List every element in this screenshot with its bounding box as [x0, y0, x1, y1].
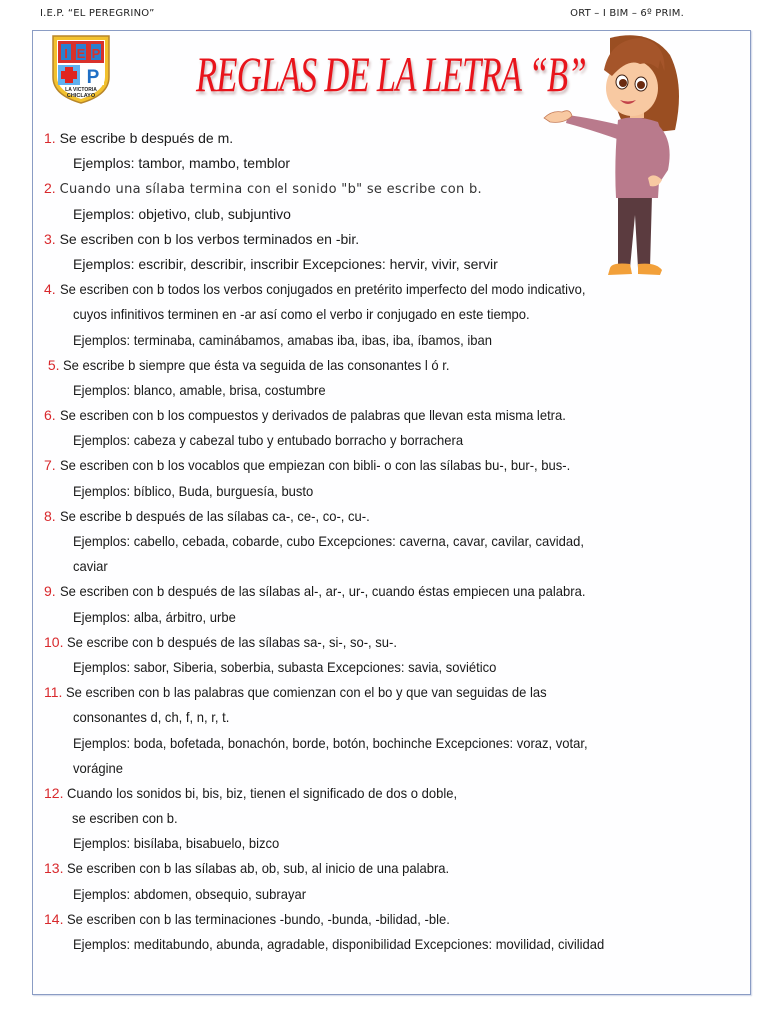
rule-text: Se escribe b después de las sílabas ca-, ce-, co-, cu-. — [59, 507, 370, 524]
svg-text:P: P — [86, 67, 100, 88]
rule-text: Cuando los sonidos bi, bis, biz, tienen el significado de dos o doble, — [67, 784, 458, 801]
rule-examples-continued: vorágine — [73, 759, 123, 776]
svg-text:E: E — [76, 46, 86, 61]
rule-examples: Ejemplos: blanco, amable, brisa, costumbre — [73, 381, 326, 398]
rule-examples: Ejemplos: bisílaba, bisabuelo, bizco — [73, 835, 280, 852]
rule-text: Se escribe b después de m. — [59, 130, 234, 146]
rule-examples: Ejemplos: bíblico, Buda, burguesía, busto — [73, 482, 314, 499]
rule-examples: Ejemplos: tambor, mambo, temblor — [73, 155, 291, 172]
rule-text: Cuando una sílaba termina con el sonido "b" se escribe con b. — [59, 182, 482, 198]
page-header — [0, 8, 768, 22]
rule-item — [44, 403, 744, 453]
rule-text: Se escriben con b los compuestos y derivados de palabras que llevan esta misma letra. — [59, 407, 566, 424]
rule-number: 13. — [44, 860, 64, 877]
rule-number: 4. — [44, 281, 56, 298]
rule-item — [44, 630, 744, 680]
svg-text:CHICLAYO: CHICLAYO — [66, 93, 96, 99]
rule-number: 12. — [44, 784, 64, 801]
rule-item — [44, 680, 744, 781]
rule-number: 2. — [44, 180, 56, 197]
rule-number: 5. — [47, 356, 60, 373]
svg-text:LA VICTORIA: LA VICTORIA — [65, 87, 97, 93]
rule-text: Se escriben con b las sílabas ab, ob, sub, al inicio de una palabra. — [67, 860, 450, 877]
rule-text: Se escriben con b los verbos terminados en -bir. — [59, 230, 360, 247]
school-name: I.E.P. “EL PEREGRINO” — [40, 8, 155, 19]
rule-number: 9. — [44, 583, 56, 600]
rule-text-continued: cuyos infinitivos terminen en -ar así como el verbo ir conjugado en este tiempo. — [73, 306, 530, 323]
rule-item — [44, 856, 744, 906]
rule-number: 10. — [44, 633, 64, 650]
svg-text:P: P — [91, 46, 101, 61]
rule-text: Se escriben con b los vocablos que empiezan con bibli- o con las sílabas bu-, bur-, bus-. — [59, 457, 570, 474]
rule-item — [44, 504, 744, 580]
rule-text: Se escriben con b las terminaciones -bundo, -bunda, -bilidad, -ble. — [67, 910, 451, 927]
rule-item — [44, 579, 744, 629]
rule-item — [44, 126, 744, 176]
rule-examples: Ejemplos: boda, bofetada, bonachón, borde, botón, bochinche Excepciones: voraz, votar, — [73, 734, 588, 751]
rule-item — [44, 907, 744, 957]
rule-item — [44, 227, 744, 277]
rule-text: Se escribe con b después de las sílabas sa-, si-, so-, su-. — [67, 633, 398, 650]
svg-text:I: I — [64, 46, 68, 61]
rule-examples: Ejemplos: abdomen, obsequio, subrayar — [73, 885, 307, 902]
rule-item — [44, 353, 744, 403]
rule-number: 11. — [44, 684, 63, 701]
rule-examples: Ejemplos: meditabundo, abunda, agradable, disponibilidad Excepciones: movilidad, civilidad — [73, 936, 605, 952]
course-label: ORT – I BIM – 6º PRIM. — [570, 8, 684, 19]
rule-number: 14. — [44, 910, 64, 927]
rule-text-continued: consonantes d, ch, f, n, r, t. — [73, 709, 230, 726]
rule-number: 7. — [44, 457, 56, 474]
rule-number: 8. — [44, 507, 56, 524]
rule-number: 3. — [44, 230, 56, 247]
rule-examples: Ejemplos: objetivo, club, subjuntivo — [73, 205, 291, 222]
rule-item — [44, 781, 744, 857]
rule-text: Se escriben con b después de las sílabas al-, ar-, ur-, cuando éstas empiecen una palabra. — [59, 583, 586, 600]
rule-text: Se escribe b siempre que ésta va seguida de las consonantes l ó r. — [63, 356, 450, 373]
rule-text: Se escriben con b las palabras que comienzan con el bo y que van seguidas de las — [66, 684, 547, 701]
rules-list — [44, 126, 744, 957]
rule-number: 6. — [44, 407, 56, 424]
school-logo-icon — [50, 33, 112, 105]
page-title: REGLAS DE LA LETRA “B” — [196, 46, 586, 102]
rule-examples: Ejemplos: escribir, describir, inscribir Excepciones: hervir, vivir, servir — [73, 255, 498, 272]
rule-text-continued: se escriben con b. — [72, 810, 178, 827]
rule-examples: Ejemplos: sabor, Siberia, soberbia, subasta Excepciones: savia, soviético — [73, 658, 497, 675]
rule-examples: Ejemplos: cabello, cebada, cobarde, cubo Excepciones: caverna, cavar, cavilar, cavidad, — [73, 533, 584, 549]
rule-text: Se escriben con b todos los verbos conjugados en pretérito imperfecto del modo indicativo, — [59, 281, 586, 298]
rule-examples: Ejemplos: terminaba, caminábamos, amabas iba, ibas, iba, íbamos, iban — [73, 331, 493, 348]
rule-item — [44, 277, 744, 353]
rule-number: 1. — [44, 130, 56, 146]
rule-item — [44, 176, 744, 226]
rule-item — [44, 453, 744, 503]
rule-examples-continued: caviar — [73, 558, 108, 575]
rule-examples: Ejemplos: alba, árbitro, urbe — [73, 608, 236, 625]
rule-examples: Ejemplos: cabeza y cabezal tubo y entubado borracho y borrachera — [73, 432, 464, 449]
